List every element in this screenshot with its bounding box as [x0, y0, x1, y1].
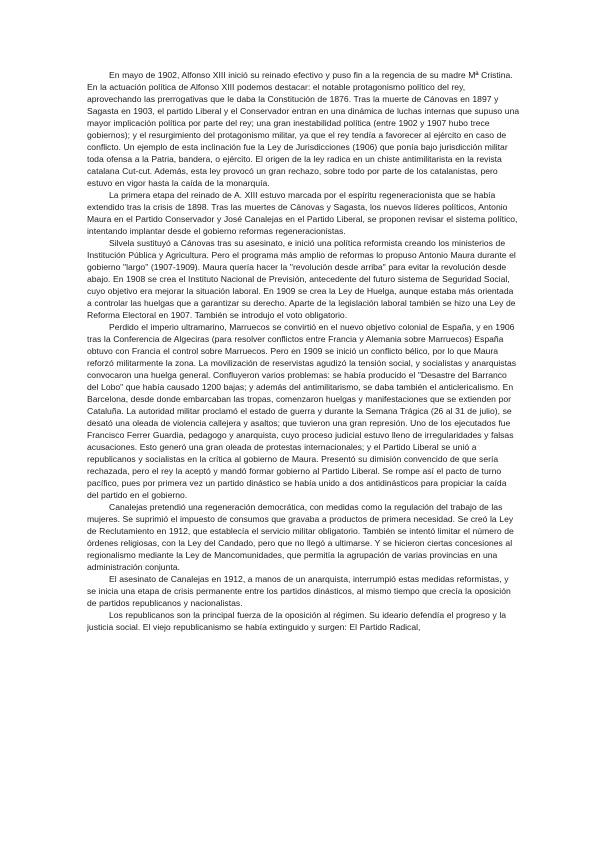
document-page [87, 69, 520, 633]
paragraph-etapa-regeneracionista: La primera etapa del reinado de A. XIII estuvo marcada por el espíritu regeneracionista que se había extendido tras la crisis de 1898. Tras las muertes de Cánovas y Sagasta, los nuevos líderes políticos, Antonio Maura en el Partido Conservador y José Canalejas en el Partido Liberal, se proponen revisar el sistema político, intentando implantar desde el gobierno reformas regeneracionistas. [87, 190, 518, 236]
paragraph-reinado-alfonso-xiii: En mayo de 1902, Alfonso XIII inició su reinado efectivo y puso fin a la regencia de su madre Mª Cristina. En la actuación política de Alfonso XIII podemos destacar: el notable protagonismo político del rey, aprovechando las prerrogativas que le daba la Constitución de 1876. Tras la muerte de Cánovas en 1897 y Sagasta en 1903, el partido Liberal y el Conservador entran en una dinámica de luchas internas que supuso una mayor implicación política por parte del rey; una gran inestabilidad política (entre 1902 y 1907 hubo trece gobiernos); y el resurgimiento del protagonismo militar, ya que el rey tendía a favorecer al ejército en caso de conflicto. Un ejemplo de esta inclinación fue la Ley de Jurisdicciones (1906) que ponía bajo jurisdicción militar toda ofensa a la Patria, bandera, o ejército. El origen de la ley radica en un chiste antimilitarista en la revista catalana Cut-cut. Además, esta ley provocó un gran rechazo, sobre todo por parte de los catalanistas, pero estuvo en vigor hasta la caída de la monarquía. [87, 70, 520, 188]
paragraph-silvela-maura: Silvela sustituyó a Cánovas tras su asesinato, e inició una política reformista creando los ministerios de Institución Pública y Agricultura. Pero el programa más amplio de reformas lo propuso Antonio Maura durante el gobierno "largo" (1907-1909). Maura quería hacer la "revolución desde arriba" para evitar la revolución desde abajo. En 1908 se crea el Instituto Nacional de Previsión, antecedente del futuro sistema de Seguridad Social, cuyo objetivo era mejorar la situación laboral. En 1909 se crea la Ley de Huelga, aunque estaba más orientada a controlar las huelgas que a garantizar su derecho. Aparte de la legislación laboral también se hizo una Ley de Reforma Electoral en 1907. También se introdujo el voto obligatorio. [87, 238, 516, 320]
paragraph-republicanos: Los republicanos son la principal fuerza de la oposición al régimen. Su ideario defendía el progreso y la justicia social. El viejo republicanismo se había extinguido y surgen: El Partido Radical, [87, 610, 507, 632]
paragraph-asesinato-canalejas: El asesinato de Canalejas en 1912, a manos de un anarquista, interrumpió estas medidas reformistas, y se inicia una etapa de crisis permanente entre los partidos dinásticos, al mismo tiempo que crecía la oposición de partidos republicanos y nacionalistas. [87, 574, 511, 608]
paragraph-marruecos-semana-tragica: Perdido el imperio ultramarino, Marruecos se convirtió en el nuevo objetivo colonial de España, y en 1906 tras la Conferencia de Algeciras (para resolver conflictos entre Francia y Alemania sobre Marruecos) España obtuvo con Francia el control sobre Marruecos. Pero en 1909 se inició un conflicto bélico, por lo que Maura reforzó militarmente la zona. La movilización de reservistas agudizó la tensión social, y socialistas y anarquistas convocaron una huelga general. Confluyeron varios problemas: se había producido el "Desastre del Barranco del Lobo" que había causado 1200 bajas; y además del antimilitarismo, se daba también el anticlericalismo. En Barcelona, desde donde embarcaban las tropas, comenzaron huelgas y manifestaciones que se extienden por Cataluña. La autoridad militar proclamó el estado de guerra y durante la Semana Trágica (26 al 31 de julio), se desató una oleada de violencia callejera y asaltos; que tuvieron una gran represión. Uno de los ejecutados fue Francisco Ferrer Guardia, pedagogo y anarquista, cuyo proceso judicial estuvo lleno de irregularidades y falsas acusaciones. Esto generó una gran oleada de protestas internacionales; y el Partido Liberal se unió a republicanos y socialistas en la crítica al gobierno de Maura. Presentó su dimisión convencido de que sería rechazada, pero el rey la aceptó y mandó formar gobierno al Partido Liberal. Se rompe así el pacto de turno pacífico, pues por primera vez un partido dinástico se había unido a dos antidinásticos para propiciar la caída del partido en el gobierno. [87, 322, 517, 500]
paragraph-canalejas: Canalejas pretendió una regeneración democrática, con medidas como la regulación del trabajo de las mujeres. Se suprimió el impuesto de consumos que gravaba a productos de primera necesidad. Se creó la Ley de Reclutamiento en 1912, que establecía el servicio militar obligatorio. También se intentó limitar el número de órdenes religiosas, con la Ley del Candado, pero que no llegó a ultimarse. Y se hicieron ciertas concesiones al regionalismo mediante la Ley de Mancomunidades, que permitía la agrupación de varias provincias en una administración conjunta. [87, 502, 514, 572]
